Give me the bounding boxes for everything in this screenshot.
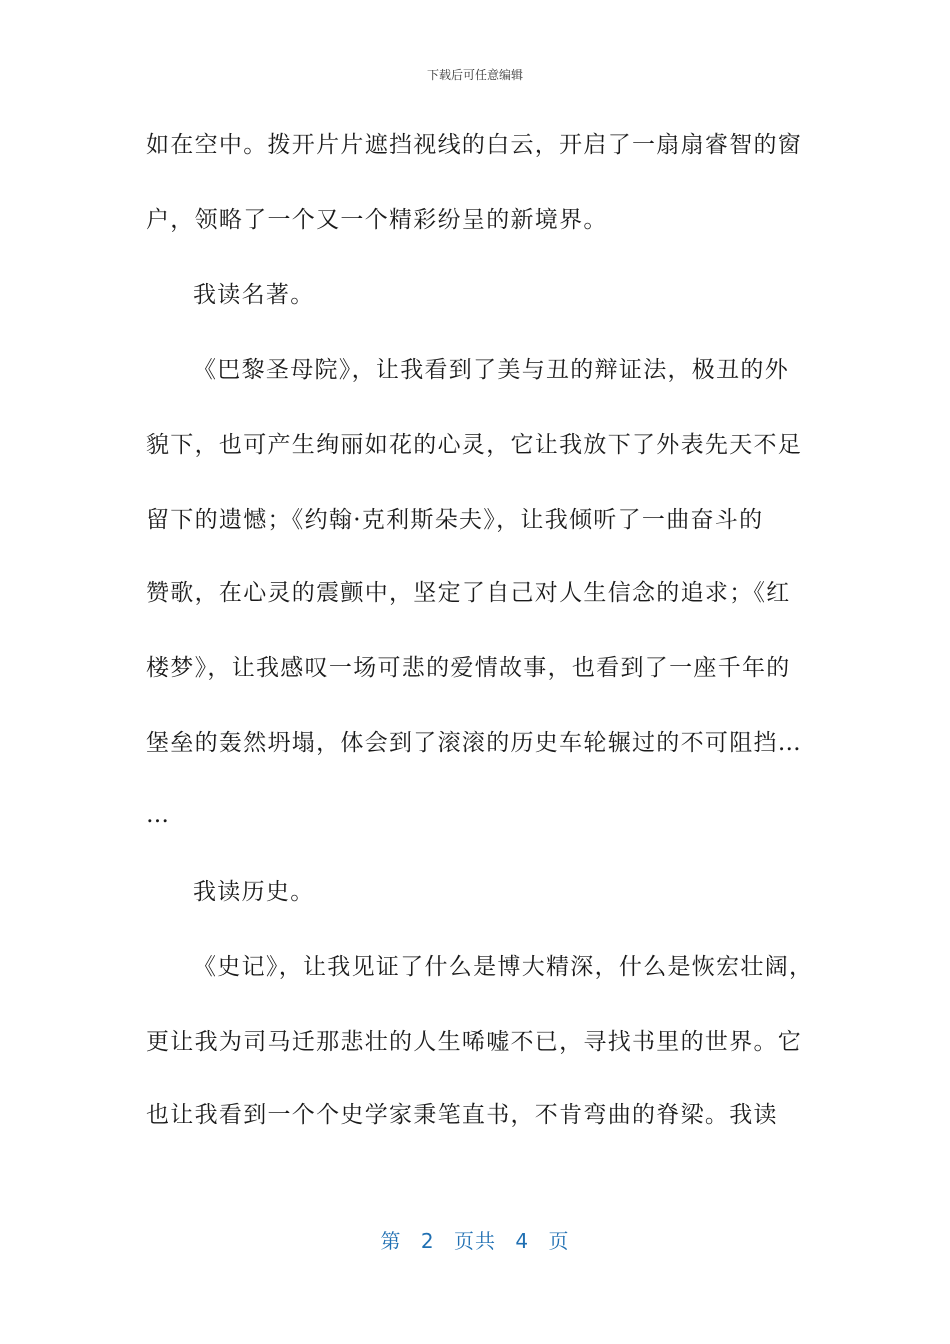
footer-ye: 页 [548, 1229, 570, 1253]
body-line-2: 户，领略了一个又一个精彩纷呈的新境界。 [146, 207, 608, 233]
paragraph-heading-masterpieces: 我读名著。 [193, 282, 315, 308]
body-line-5: 貌下，也可产生绚丽如花的心灵，它让我放下了外表先天不足 [146, 432, 803, 458]
body-line-4: 《巴黎圣母院》，让我看到了美与丑的辩证法，极丑的外 [193, 357, 789, 383]
body-line-12: 《史记》，让我见证了什么是博大精深，什么是恢宏壮阔， [193, 954, 814, 980]
body-line-8: 楼梦》，让我感叹一场可悲的爱情故事，也看到了一座千年的 [146, 655, 791, 681]
footer-ye-gong: 页共 [454, 1229, 496, 1253]
paragraph-heading-history: 我读历史。 [193, 879, 315, 905]
body-line-10: … [146, 802, 171, 828]
body-line-7: 赞歌，在心灵的震颤中，坚定了自己对人生信念的追求；《红 [146, 580, 791, 606]
body-line-14: 也让我看到一个个史学家秉笔直书，不肯弯曲的脊梁。我读 [146, 1102, 778, 1128]
footer-total-pages: 4 [515, 1229, 530, 1253]
page-footer [0, 1225, 950, 1254]
footer-di: 第 [380, 1229, 402, 1253]
body-line-13: 更让我为司马迁那悲壮的人生唏嘘不已，寻找书里的世界。它 [146, 1029, 803, 1055]
body-line-1: 如在空中。拨开片片遮挡视线的白云，开启了一扇扇睿智的窗 [146, 132, 803, 158]
body-line-6: 留下的遗憾；《约翰·克利斯朵夫》，让我倾听了一曲奋斗的 [146, 507, 764, 533]
body-line-9: 堡垒的轰然坍塌，体会到了滚滚的历史车轮辗过的不可阻挡… [146, 730, 803, 756]
page-header: 下载后可任意编辑 [426, 68, 523, 82]
footer-page-number: 2 [420, 1229, 435, 1253]
